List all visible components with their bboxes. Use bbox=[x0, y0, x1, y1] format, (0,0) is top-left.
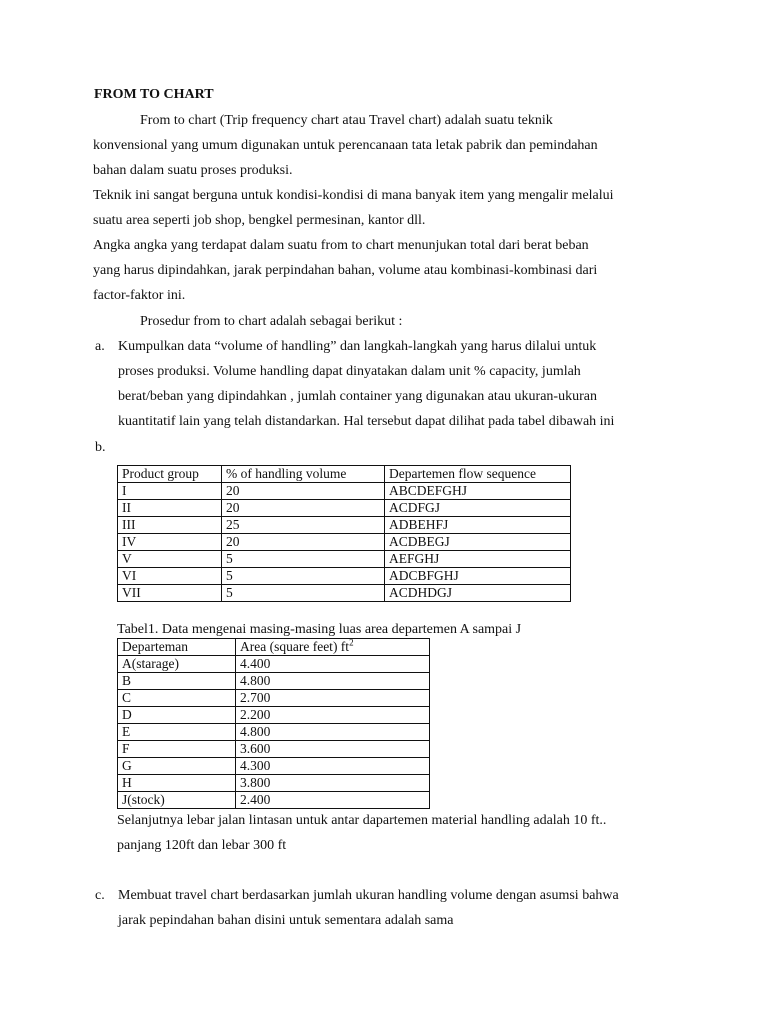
table-row bbox=[118, 483, 571, 500]
list-item-a-line: Kumpulkan data “volume of handling” dan langkah-langkah yang harus dilalui untuk bbox=[118, 339, 597, 354]
table-cell: D bbox=[118, 707, 236, 724]
table-cell: 4.300 bbox=[236, 758, 430, 775]
table-cell: IV bbox=[118, 534, 222, 551]
table-row bbox=[118, 500, 571, 517]
table-cell: 4.800 bbox=[236, 724, 430, 741]
table-cell: A(starage) bbox=[118, 656, 236, 673]
table-cell: 3.800 bbox=[236, 775, 430, 792]
table-cell: F bbox=[118, 741, 236, 758]
table-row bbox=[118, 517, 571, 534]
table-cell: 5 bbox=[222, 585, 385, 602]
table-row bbox=[118, 551, 571, 568]
table-row bbox=[118, 673, 430, 690]
table-header-cell bbox=[236, 639, 430, 656]
table-cell: 20 bbox=[222, 500, 385, 517]
paragraph-line: Selanjutnya lebar jalan lintasan untuk antar dapartemen material handling adalah 10 ft.. bbox=[117, 813, 607, 828]
table-row bbox=[118, 585, 571, 602]
table-row bbox=[118, 656, 430, 673]
list-item-a-line: berat/beban yang dipindahkan , jumlah container yang digunakan atau ukuran-ukuran bbox=[118, 389, 597, 404]
department-area-table bbox=[117, 638, 430, 809]
paragraph-line: yang harus dipindahkan, jarak perpindahan bahan, volume atau kombinasi-kombinasi dari bbox=[93, 263, 598, 278]
table-header-cell: % of handling volume bbox=[222, 466, 385, 483]
table-cell: AEFGHJ bbox=[385, 551, 571, 568]
table-cell: ACDFGJ bbox=[385, 500, 571, 517]
table-row bbox=[118, 758, 430, 775]
table-cell: H bbox=[118, 775, 236, 792]
list-item-a-line: proses produksi. Volume handling dapat dinyatakan dalam unit % capacity, jumlah bbox=[118, 364, 581, 379]
paragraph-line: Angka angka yang terdapat dalam suatu from to chart menunjukan total dari berat beban bbox=[93, 238, 589, 253]
table-row bbox=[118, 792, 430, 809]
table-cell: B bbox=[118, 673, 236, 690]
table-row bbox=[118, 775, 430, 792]
table-cell: 3.600 bbox=[236, 741, 430, 758]
table-cell: 20 bbox=[222, 534, 385, 551]
list-marker-a: a. bbox=[95, 339, 105, 354]
table-header-row bbox=[118, 639, 430, 656]
table-cell: 2.700 bbox=[236, 690, 430, 707]
list-marker-b: b. bbox=[95, 440, 106, 455]
table-cell: C bbox=[118, 690, 236, 707]
table-cell: J(stock) bbox=[118, 792, 236, 809]
table-cell: 5 bbox=[222, 551, 385, 568]
table-cell: 4.400 bbox=[236, 656, 430, 673]
table-header-cell: Product group bbox=[118, 466, 222, 483]
table-cell: VI bbox=[118, 568, 222, 585]
area-header-superscript: 2 bbox=[349, 637, 354, 648]
table-cell: ADCBFGHJ bbox=[385, 568, 571, 585]
list-item-a-line: kuantitatif lain yang telah distandarkan. Hal tersebut dapat dilihat pada tabel dibawah ini bbox=[118, 414, 615, 429]
table-cell: I bbox=[118, 483, 222, 500]
table-cell: ADBEHFJ bbox=[385, 517, 571, 534]
table-cell: 2.400 bbox=[236, 792, 430, 809]
table-header-row bbox=[118, 466, 571, 483]
paragraph-line: factor-faktor ini. bbox=[93, 288, 186, 303]
table-cell: ACDBEGJ bbox=[385, 534, 571, 551]
table-row bbox=[118, 534, 571, 551]
table-cell: II bbox=[118, 500, 222, 517]
list-item-c-line: Membuat travel chart berdasarkan jumlah ukuran handling volume dengan asumsi bahwa bbox=[118, 888, 619, 903]
list-marker-c: c. bbox=[95, 888, 105, 903]
paragraph-line: Prosedur from to chart adalah sebagai berikut : bbox=[140, 314, 403, 329]
table-cell: VII bbox=[118, 585, 222, 602]
handling-volume-table bbox=[117, 465, 571, 602]
table-header-cell: Departemen flow sequence bbox=[385, 466, 571, 483]
paragraph-line: suatu area seperti job shop, bengkel permesinan, kantor dll. bbox=[93, 213, 426, 228]
page-title: FROM TO CHART bbox=[94, 87, 214, 102]
paragraph-line: Teknik ini sangat berguna untuk kondisi-kondisi di mana banyak item yang mengalir melalui bbox=[93, 188, 614, 203]
table-cell: 2.200 bbox=[236, 707, 430, 724]
table-cell: 5 bbox=[222, 568, 385, 585]
table-cell: 4.800 bbox=[236, 673, 430, 690]
table-header-cell: Departeman bbox=[118, 639, 236, 656]
table-row bbox=[118, 707, 430, 724]
table-cell: ACDHDGJ bbox=[385, 585, 571, 602]
paragraph-line: From to chart (Trip frequency chart atau Travel chart) adalah suatu teknik bbox=[140, 113, 553, 128]
list-item-c-line: jarak pepindahan bahan disini untuk sementara adalah sama bbox=[118, 913, 454, 928]
table-cell: V bbox=[118, 551, 222, 568]
table-row bbox=[118, 690, 430, 707]
area-header-label: Area (square feet) ft bbox=[240, 639, 350, 654]
table-cell: 20 bbox=[222, 483, 385, 500]
table-cell: G bbox=[118, 758, 236, 775]
table-cell: 25 bbox=[222, 517, 385, 534]
table-row bbox=[118, 741, 430, 758]
table-cell: E bbox=[118, 724, 236, 741]
table-row bbox=[118, 568, 571, 585]
table-cell: ABCDEFGHJ bbox=[385, 483, 571, 500]
paragraph-line: konvensional yang umum digunakan untuk perencanaan tata letak pabrik dan pemindahan bbox=[93, 138, 598, 153]
table-row bbox=[118, 724, 430, 741]
table-caption: Tabel1. Data mengenai masing-masing luas area departemen A sampai J bbox=[117, 622, 522, 637]
paragraph-line: bahan dalam suatu proses produksi. bbox=[93, 163, 293, 178]
table-cell: III bbox=[118, 517, 222, 534]
paragraph-line: panjang 120ft dan lebar 300 ft bbox=[117, 838, 287, 853]
